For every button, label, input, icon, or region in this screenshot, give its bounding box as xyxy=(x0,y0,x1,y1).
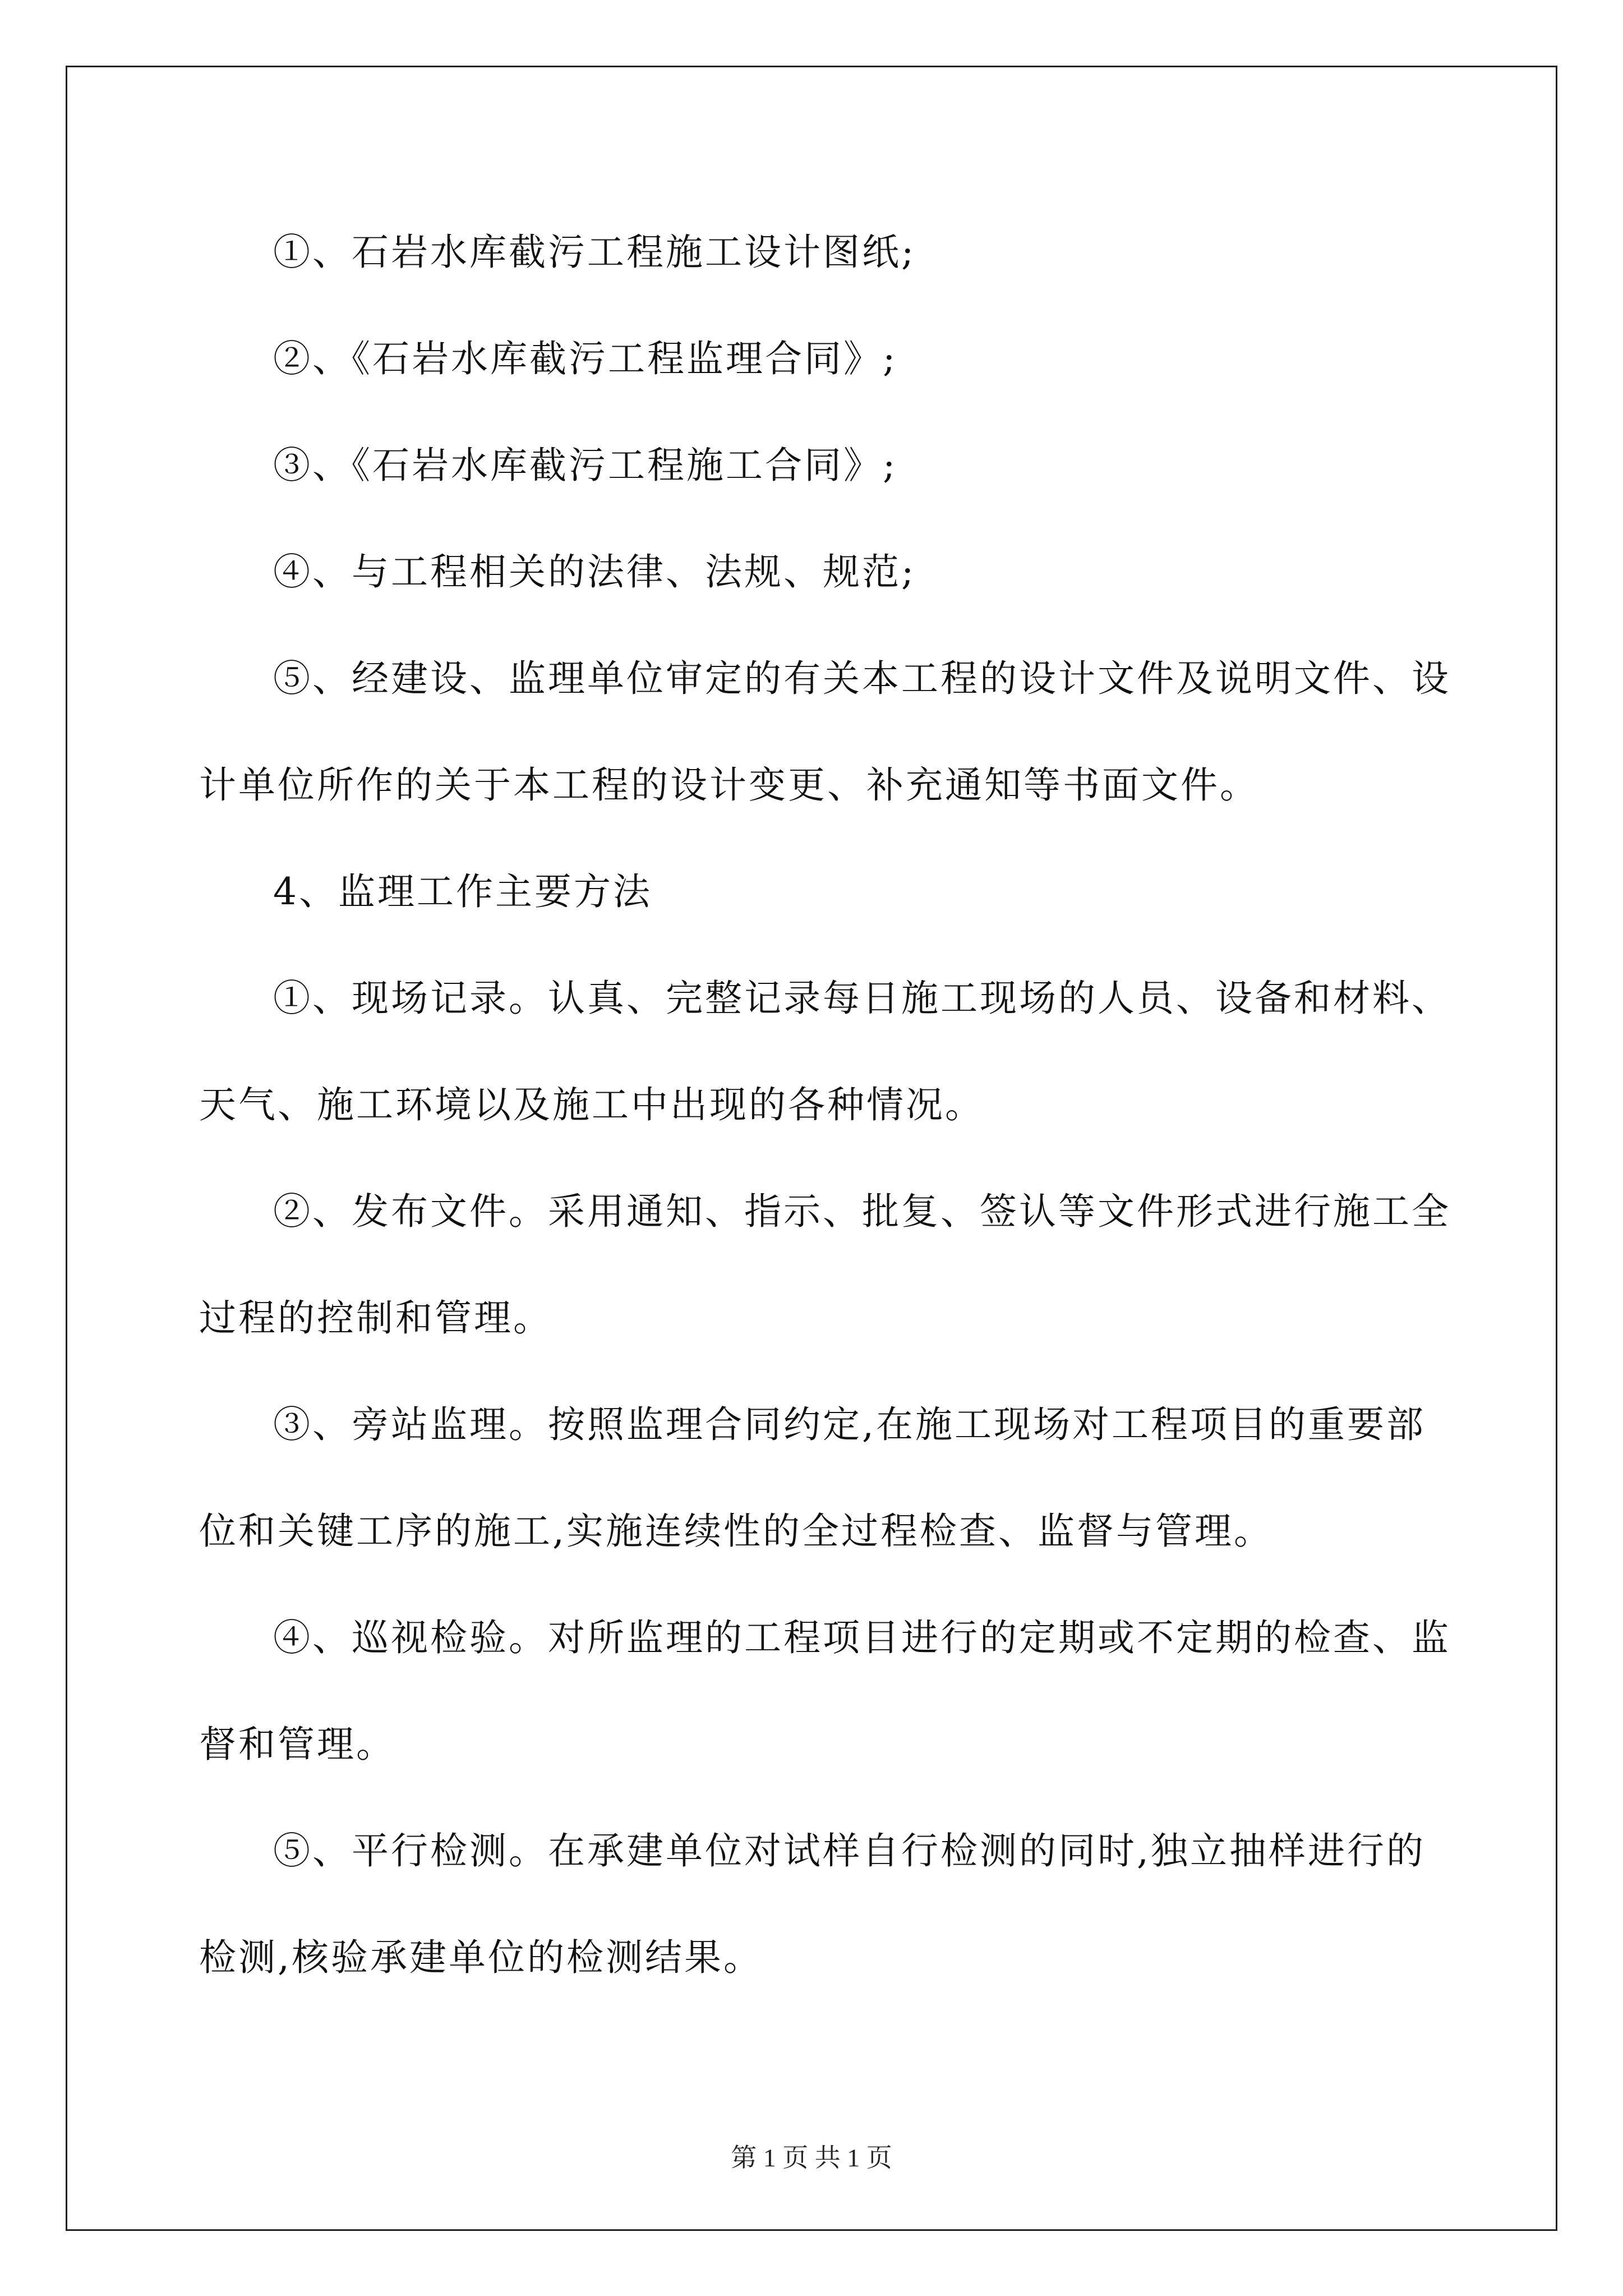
paragraph-reference-construction-contract: ③、《石岩水库截污工程施工合同》; xyxy=(273,444,898,487)
paragraph-method-site-records: ①、现场记录。认真、完整记录每日施工现场的人员、设备和材料、天气、施工环境以及施工中出现的各种情况。 xyxy=(199,977,1451,1126)
section-heading-supervision-methods: 4、监理工作主要方法 xyxy=(273,870,652,913)
paragraph-method-side-station: ③、旁站监理。按照监理合同约定,在施工现场对工程项目的重要部位和关键工序的施工,实施连续性的全过程检查、监督与管理。 xyxy=(199,1403,1426,1553)
paragraph-reference-supervision-contract: ②、《石岩水库截污工程监理合同》; xyxy=(273,337,898,380)
paragraph-method-parallel-testing: ⑤、平行检测。在承建单位对试样自行检测的同时,独立抽样进行的检测,核验承建单位的检测结果。 xyxy=(199,1829,1426,1979)
paragraph-method-patrol-inspection: ④、巡视检验。对所监理的工程项目进行的定期或不定期的检查、监督和管理。 xyxy=(199,1616,1451,1766)
page-footer: 第 1 页 共 1 页 xyxy=(731,2143,892,2172)
paragraph-reference-design-documents: ⑤、经建设、监理单位审定的有关本工程的设计文件及说明文件、设计单位所作的关于本工程的设计变更、补充通知等书面文件。 xyxy=(199,657,1451,807)
paragraph-method-issue-documents: ②、发布文件。采用通知、指示、批复、签认等文件形式进行施工全过程的控制和管理。 xyxy=(199,1190,1451,1340)
document-body xyxy=(199,199,1458,2011)
paragraph-reference-laws: ④、与工程相关的法律、法规、规范; xyxy=(273,550,916,593)
paragraph-reference-drawings: ①、石岩水库截污工程施工设计图纸; xyxy=(273,231,916,274)
